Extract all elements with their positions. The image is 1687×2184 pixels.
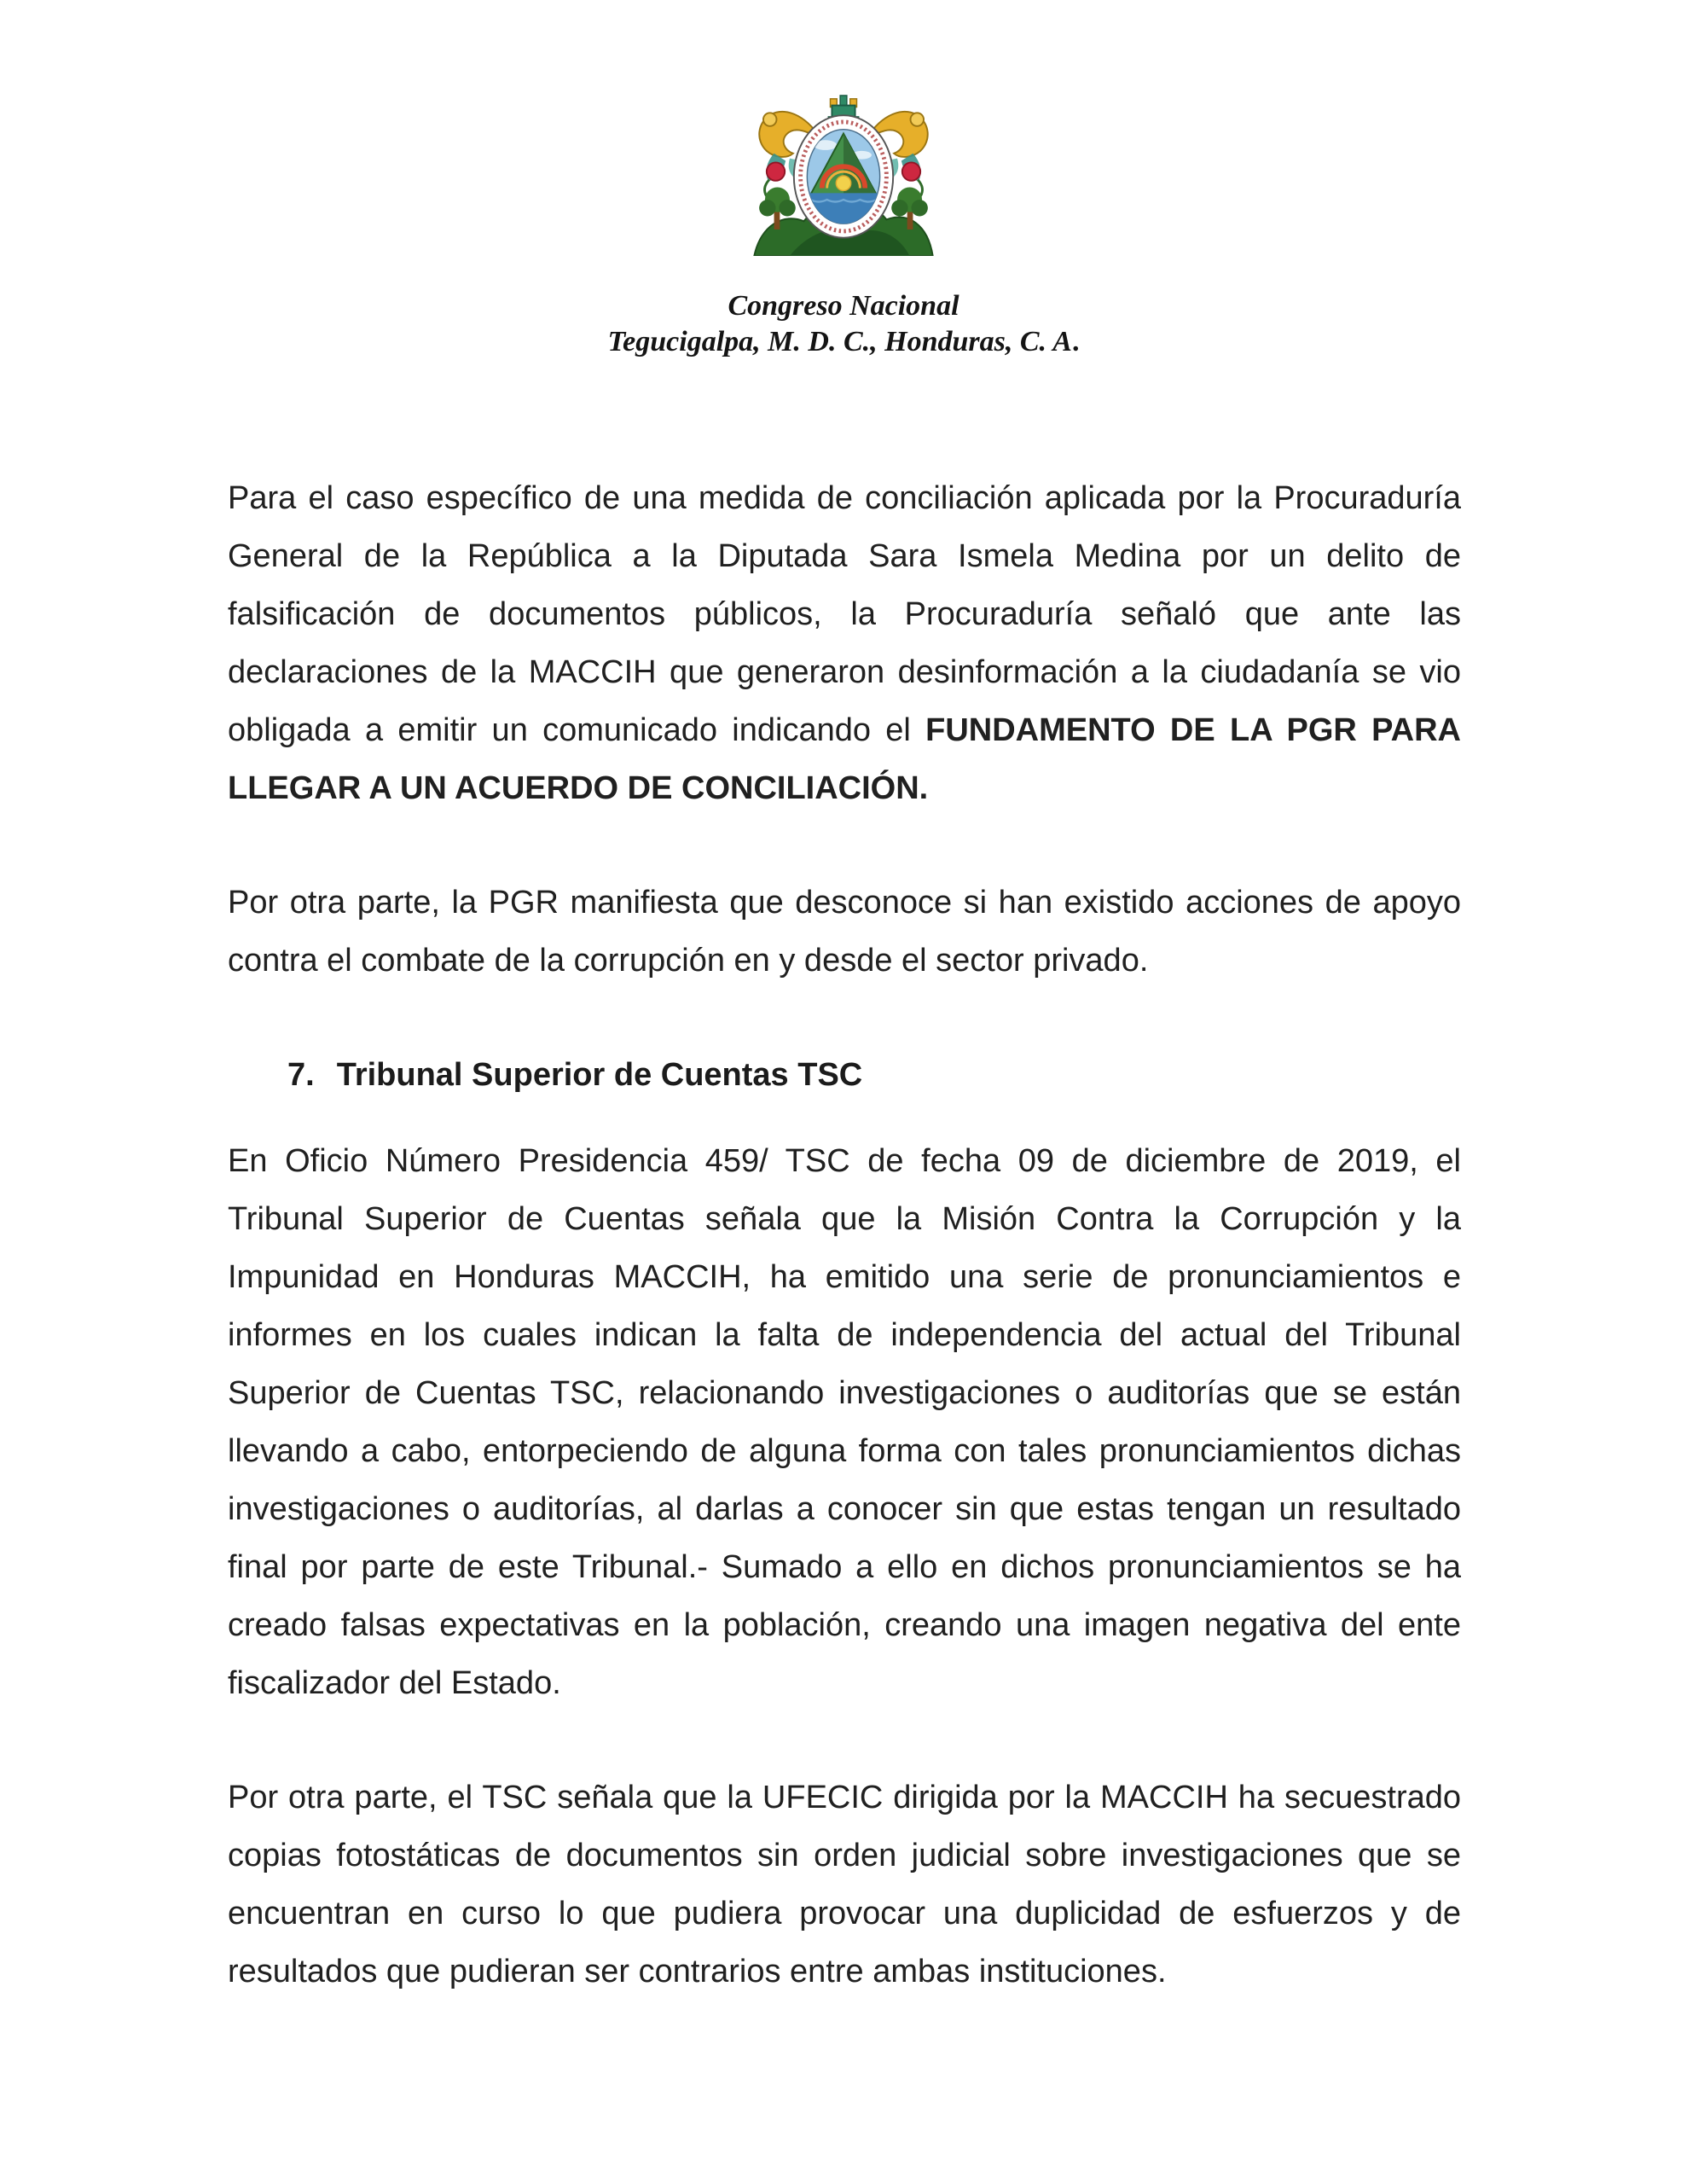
honduras-coat-of-arms-icon [743, 94, 944, 256]
institution-name: Congreso Nacional [728, 290, 959, 322]
paragraph-pgr-desconoce: Por otra parte, la PGR manifiesta que desconoce si han existido acciones de apoyo contra el combate de la corrupción en y desde el sector privado. [228, 885, 1461, 979]
paragraph-conciliacion-bold-text: FUNDAMENTO DE LA PGR PARA LLEGAR A UN ACUERDO DE CONCILIACIÓN. [228, 712, 1461, 806]
section-heading-number: 7. [287, 1057, 315, 1093]
paragraph-tsc-ufecic: Por otra parte, el TSC señala que la UFECIC dirigida por la MACCIH ha secuestrado copias fotostáticas de documentos sin orden judicial sobre investigaciones que se encuentran en curso lo que pudiera provocar una duplicidad de esfuerzos y de resultados que pudieran ser contrarios entre ambas instituciones. [228, 1780, 1461, 1989]
location-period: . [1071, 326, 1080, 357]
section-heading-7 [228, 1046, 1461, 1104]
document-header [0, 288, 1687, 360]
document-body [228, 469, 1461, 2057]
paragraph-tsc-oficio: En Oficio Número Presidencia 459/ TSC de fecha 09 de diciembre de 2019, el Tribunal Superior de Cuentas señala que la Misión Contra la Corrupción y la Impunidad en Honduras MACCIH, ha emitido una serie de pronunciamientos e informes en los cuales indican la falta de independencia del actual del Tribunal Superior de Cuentas TSC, relacionando investigaciones o auditorías que se están llevando a cabo, entorpeciendo de alguna forma con tales pronunciamientos dichas investigaciones o auditorías, al darlas a conocer sin que estas tengan un resultado final por parte de este Tribunal.- Sumado a ello en dichos pronunciamientos se ha creado falsas expectativas en la población, creando una imagen negativa del ente fiscalizador del Estado. [228, 1143, 1461, 1701]
section-heading-title: Tribunal Superior de Cuentas TSC [336, 1057, 863, 1093]
paragraph-conciliacion-pgr [228, 469, 1461, 817]
institution-location [0, 324, 1687, 360]
location-text: Tegucigalpa, M. D. C., Honduras, C. A [607, 326, 1072, 357]
coat-of-arms-graphic [743, 94, 944, 256]
paragraph-conciliacion-text: Para el caso específico de una medida de conciliación aplicada por la Procuraduría General de la República a la Diputada Sara Ismela Medina por un delito de falsificación de documentos públicos, la Procuraduría señaló que ante las declaraciones de la MACCIH que generaron desinformación a la ciudadanía se vio obligada a emitir un comunicado indicando el [228, 480, 1461, 748]
